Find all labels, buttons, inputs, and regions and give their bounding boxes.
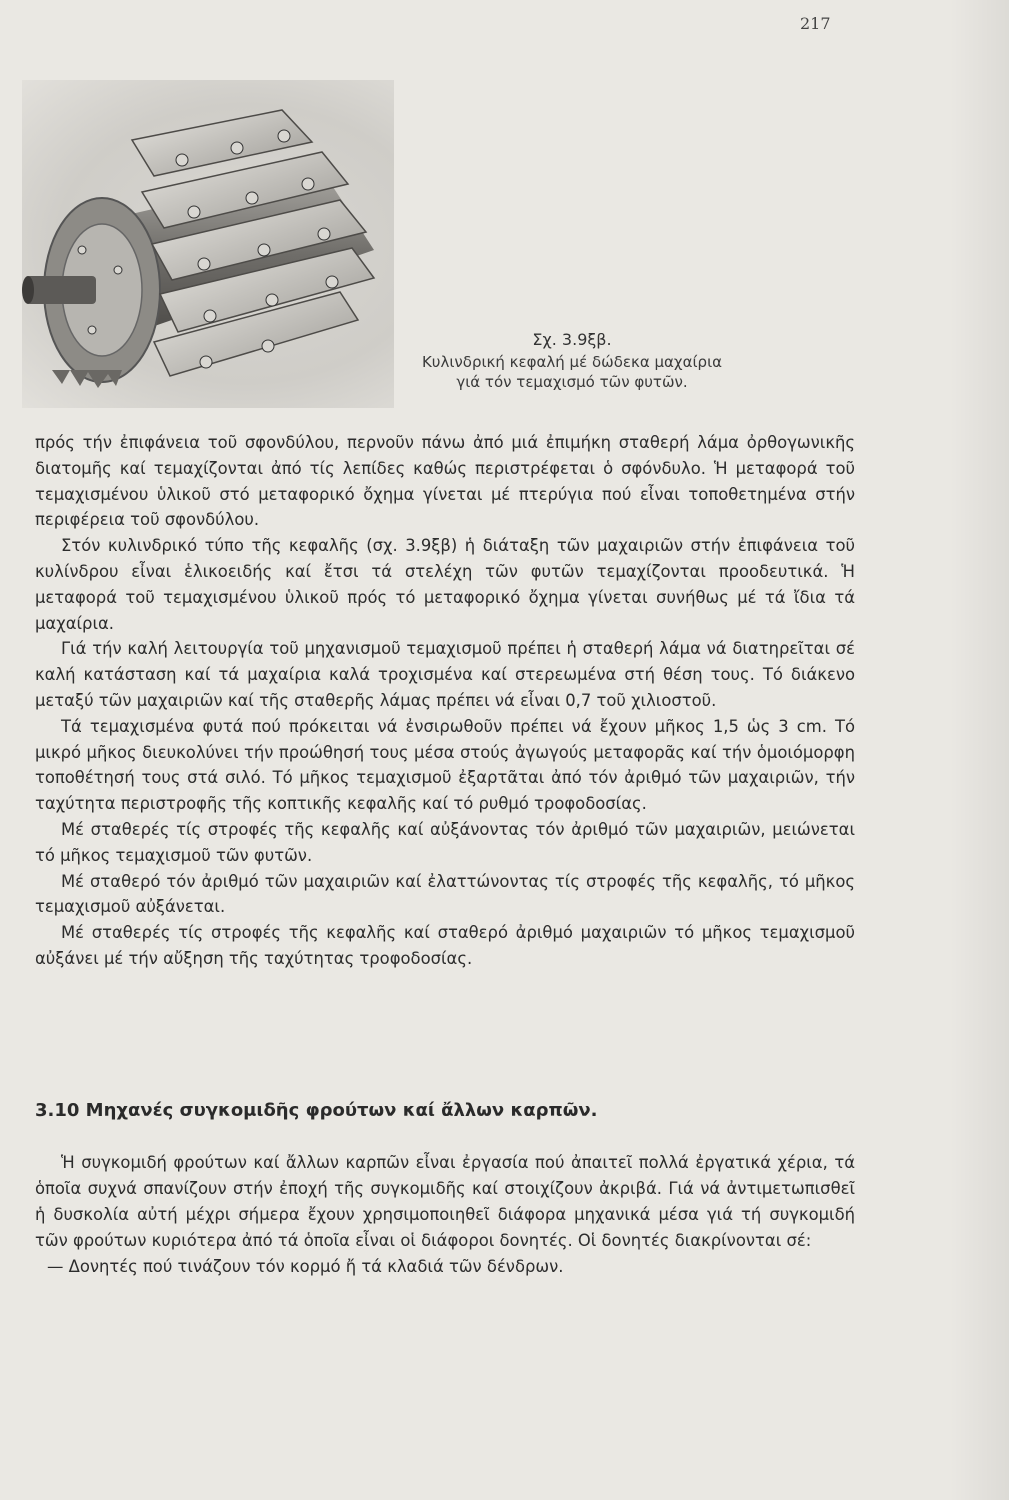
section-heading: 3.10 Μηχανές συγκομιδῆς φρούτων καί ἄλλων καρπῶν. — [35, 1100, 598, 1121]
paragraph-2: Στόν κυλινδρικό τύπο τῆς κεφαλῆς (σχ. 3.9ξβ) ἡ διάταξη τῶν μαχαιριῶν στήν ἐπιφάνεια τοῦ κυλίνδρου εἶναι ἑλικοειδής καί ἔτσι τά στελέχη τῶν φυτῶν τεμαχίζονται προοδευτικά. Ἡ μεταφορά τοῦ τεμαχισμένου ὑλικοῦ πρός τό μεταφορικό ὄχημα γίνεται συνήθως μέ τά ἴδια τά μαχαίρια. — [35, 536, 855, 633]
section-text — [35, 1150, 855, 1280]
paragraph-4: Τά τεμαχισμένα φυτά πού πρόκειται νά ἐνσιρωθοῦν πρέπει νά ἔχουν μῆκος 1,5 ὡς 3 cm. Τό μικρό μῆκος διευκολύνει τήν προώθησή τους μέσα στούς ἀγωγούς μεταφορᾶς καί τήν ὁμοιόμορφη τοποθέτησή τους στά σιλό. Τό μῆκος τεμαχισμοῦ ἐξαρτᾶται ἀπό τόν ἀριθμό τῶν μαχαιριῶν, τήν ταχύτητα περιστροφῆς τῆς κοπτικῆς κεφαλῆς καί τό ρυθμό τροφοδοσίας. — [35, 716, 855, 814]
page-binding-shadow — [949, 0, 1009, 1500]
paragraph-3: Γιά τήν καλή λειτουργία τοῦ μηχανισμοῦ τεμαχισμοῦ πρέπει ἡ σταθερή λάμα νά διατηρεῖται σέ καλή κατάσταση καί τά μαχαίρια καλά τροχισμένα καί στερεωμένα στή θέση τους. Τό διάκενο μεταξύ τῶν μαχαιριῶν καί τῆς σταθερῆς λάμας πρέπει νά εἶναι 0,7 τοῦ χιλιοστοῦ. — [35, 639, 855, 710]
cylindrical-cutter-head-photo — [22, 80, 394, 408]
paragraph-5: Μέ σταθερές τίς στροφές τῆς κεφαλῆς καί αὐξάνοντας τόν ἀριθμό τῶν μαχαιριῶν, μειώνεται τό μῆκος τεμαχισμοῦ τῶν φυτῶν. — [35, 819, 855, 865]
paragraph-1: πρός τήν ἐπιφάνεια τοῦ σφονδύλου, περνοῦν πάνω ἀπό μιά ἐπιμήκη σταθερή λάμα ὀρθογωνικῆς διατομῆς καί τεμαχίζονται ἀπό τίς λεπίδες καθώς περιστρέφεται ὁ σφόνδυλο. Ἡ μεταφορά τοῦ τεμαχισμένου ὑλικοῦ στό μεταφορικό ὄχημα γίνεται μέ πτερύγια πού εἶναι τοποθετημένα στήν περιφέρεια τοῦ σφονδύλου. — [35, 433, 855, 530]
body-text — [35, 430, 855, 972]
cutter-head-illustration — [22, 80, 394, 408]
section-list-item: — Δονητές πού τινάζουν τόν κορμό ἤ τά κλαδιά τῶν δένδρων. — [47, 1257, 564, 1276]
figure-number: Σχ. 3.9ξβ. — [532, 330, 612, 349]
section-paragraph: Ἡ συγκομιδή φρούτων καί ἄλλων καρπῶν εἶναι ἐργασία πού ἀπαιτεῖ πολλά ἐργατικά χέρια, τά ὁποῖα συχνά σπανίζουν στήν ἐποχή τῆς συγκομιδῆς καί στοιχίζουν ἀκριβά. Γιά νά ἀντιμετωπισθεῖ ἡ δυσκολία αὐτή μέχρι σήμερα ἔχουν χρησιμοποιηθεῖ διάφορα μηχανικά μέσα γιά τή συγκομιδή τῶν φρούτων κυριότερα ἀπό τά ὁποῖα εἶναι οἱ διάφοροι δονητές. Οἱ δονητές διακρίνονται σέ: — [35, 1153, 855, 1250]
paragraph-7: Μέ σταθερές τίς στροφές τῆς κεφαλῆς καί σταθερό ἀριθμό μαχαιριῶν τό μῆκος τεμαχισμοῦ αὐξάνει μέ τήν αὔξηση τῆς ταχύτητας τροφοδοσίας. — [35, 923, 855, 968]
figure-caption-line-2: γιά τόν τεμαχισμό τῶν φυτῶν. — [456, 373, 688, 391]
figure-caption-line-1: Κυλινδρική κεφαλή μέ δώδεκα μαχαίρια — [421, 353, 723, 371]
paragraph-6: Μέ σταθερό τόν ἀριθμό τῶν μαχαιριῶν καί ἐλαττώνοντας τίς στροφές τῆς κεφαλῆς, τό μῆκος τεμαχισμοῦ αὐξάνεται. — [35, 871, 855, 917]
figure-caption — [360, 330, 784, 392]
page-number: 217 — [800, 14, 831, 33]
